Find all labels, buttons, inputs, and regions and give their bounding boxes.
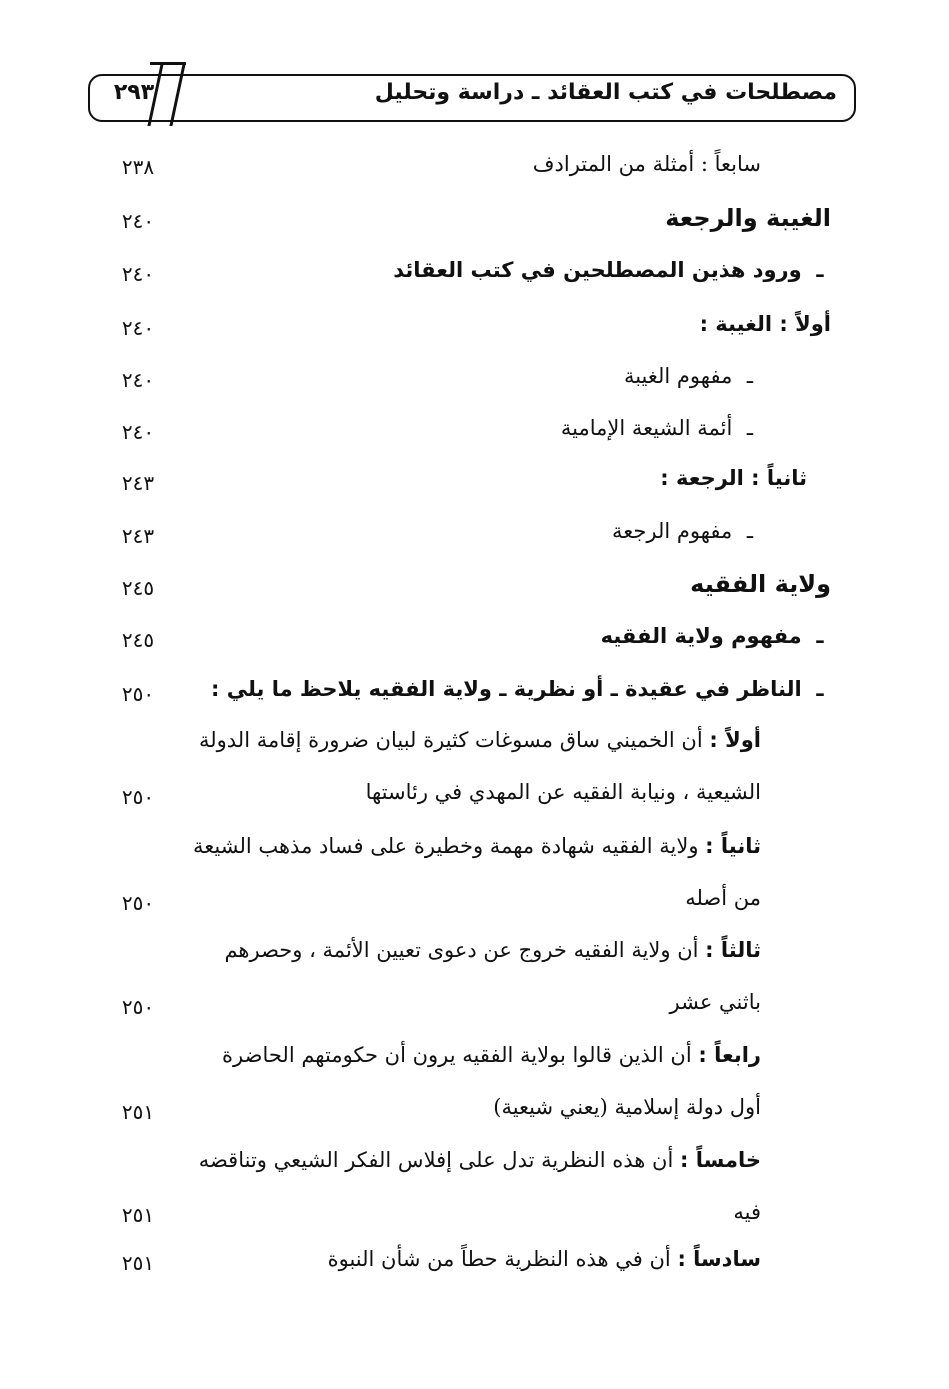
- toc-entry-text: مفهوم الغيبة: [623, 364, 733, 388]
- toc-entry-text: أولاً : الغيبة :: [699, 312, 831, 336]
- toc-page-number: ٢٥٠: [121, 995, 155, 1019]
- toc-entry: [393, 258, 831, 282]
- toc-entry-line: [199, 1148, 761, 1172]
- toc-entry-line: [493, 1095, 761, 1119]
- toc-entry-text: أن الذين قالوا بولاية الفقيه يرون أن حكومتهم الحاضرة: [222, 1043, 692, 1067]
- page-number-tab-top: [150, 62, 186, 65]
- toc-entry-line: [224, 938, 761, 962]
- toc-entry: [601, 624, 831, 648]
- toc-entry-text: أن ولاية الفقيه خروج عن دعوى تعيين الأئمة ، وحصرهم: [224, 938, 699, 962]
- dash-bullet: ـ: [746, 364, 754, 388]
- page-number: ٢٩٣: [113, 80, 155, 105]
- toc-entry-text: الشيعية ، ونيابة الفقيه عن المهدي في رئاستها: [365, 780, 761, 804]
- toc-entry-text: أن هذه النظرية تدل على إفلاس الفكر الشيعي وتناقضه: [198, 1148, 674, 1172]
- toc-entry-text: فيه: [733, 1200, 761, 1224]
- toc-entry-line: [222, 1043, 761, 1067]
- dash-bullet: ـ: [816, 677, 824, 701]
- dash-bullet: ـ: [816, 624, 824, 648]
- toc-entry-text: أول دولة إسلامية (يعني شيعية): [493, 1095, 761, 1119]
- toc-entry-line: [193, 834, 761, 858]
- toc-entry: [533, 152, 761, 176]
- toc-entry-line: [733, 1200, 761, 1224]
- subsection-heading: [660, 466, 807, 490]
- dash-bullet: ـ: [746, 416, 754, 440]
- ordinal-label: ثالثاً :: [705, 938, 761, 962]
- dash-bullet: ـ: [746, 519, 754, 543]
- ordinal-label: ثانياً :: [705, 834, 761, 858]
- toc-entry: [612, 519, 761, 543]
- toc-entry-text: ولاية الفقيه شهادة مهمة وخطيرة على فساد مذهب الشيعة: [192, 834, 699, 858]
- toc-page-number: ٢٤٠: [121, 262, 155, 286]
- toc-entry-line: [366, 780, 761, 804]
- toc-entry-line: [199, 728, 761, 752]
- ordinal-label: خامساً :: [680, 1148, 761, 1172]
- toc-page-number: ٢٥١: [121, 1100, 155, 1124]
- toc-entry-text: من أصله: [685, 886, 761, 910]
- toc-entry: [624, 364, 761, 388]
- dash-bullet: ـ: [816, 258, 824, 282]
- toc-entry-text: باثني عشر: [669, 990, 761, 1014]
- running-header-title: مصطلحات في كتب العقائد ـ دراسة وتحليل: [374, 80, 837, 105]
- toc-entry-text: أئمة الشيعة الإمامية: [560, 416, 733, 440]
- toc-entry-line: [685, 886, 761, 910]
- toc-page-number: ٢٥١: [121, 1203, 155, 1227]
- toc-entry-line: [670, 990, 761, 1014]
- section-heading-text: ولاية الفقيه: [690, 570, 831, 598]
- section-heading-text: الغيبة والرجعة: [665, 204, 831, 232]
- subsection-heading: [700, 312, 831, 336]
- toc-page-number: ٢٤٣: [121, 524, 155, 548]
- toc-page-number: ٢٥١: [121, 1251, 155, 1275]
- toc-entry: [561, 416, 761, 440]
- toc-page-number: ٢٣٨: [121, 155, 155, 179]
- toc-page-number: ٢٤٠: [121, 209, 155, 233]
- toc-entry-text: ورود هذين المصطلحين في كتب العقائد: [393, 258, 802, 282]
- toc-entry-line: [328, 1247, 761, 1271]
- section-heading: [690, 570, 831, 598]
- ordinal-label: رابعاً :: [698, 1043, 761, 1067]
- toc-page-number: ٢٥٠: [121, 891, 155, 915]
- toc-page-number: ٢٤٥: [121, 576, 155, 600]
- toc-entry-text: مفهوم الرجعة: [612, 519, 733, 543]
- section-heading: [665, 204, 831, 232]
- toc-page-number: ٢٤٠: [121, 368, 155, 392]
- ordinal-label: سادساً :: [677, 1247, 761, 1271]
- toc-entry: [211, 677, 831, 701]
- toc-page-number: ٢٤٥: [121, 628, 155, 652]
- toc-page-number: ٢٤٣: [121, 471, 155, 495]
- toc-entry-text: سابعاً : أمثلة من المترادف: [532, 152, 761, 176]
- toc-page-number: ٢٥٠: [121, 682, 155, 706]
- toc-entry-text: ثانياً : الرجعة :: [660, 466, 807, 490]
- toc-entry-text: أن الخميني ساق مسوغات كثيرة لبيان ضرورة إقامة الدولة: [198, 728, 703, 752]
- ordinal-label: أولاً :: [709, 728, 761, 752]
- toc-page-number: ٢٥٠: [121, 785, 155, 809]
- toc-page-number: ٢٤٠: [121, 316, 155, 340]
- toc-entry-text: مفهوم ولاية الفقيه: [600, 624, 802, 648]
- toc-page-number: ٢٤٠: [121, 420, 155, 444]
- toc-entry-text: الناظر في عقيدة ـ أو نظرية ـ ولاية الفقيه يلاحظ ما يلي :: [211, 677, 802, 701]
- toc-entry-text: أن في هذه النظرية حطاً من شأن النبوة: [327, 1247, 671, 1271]
